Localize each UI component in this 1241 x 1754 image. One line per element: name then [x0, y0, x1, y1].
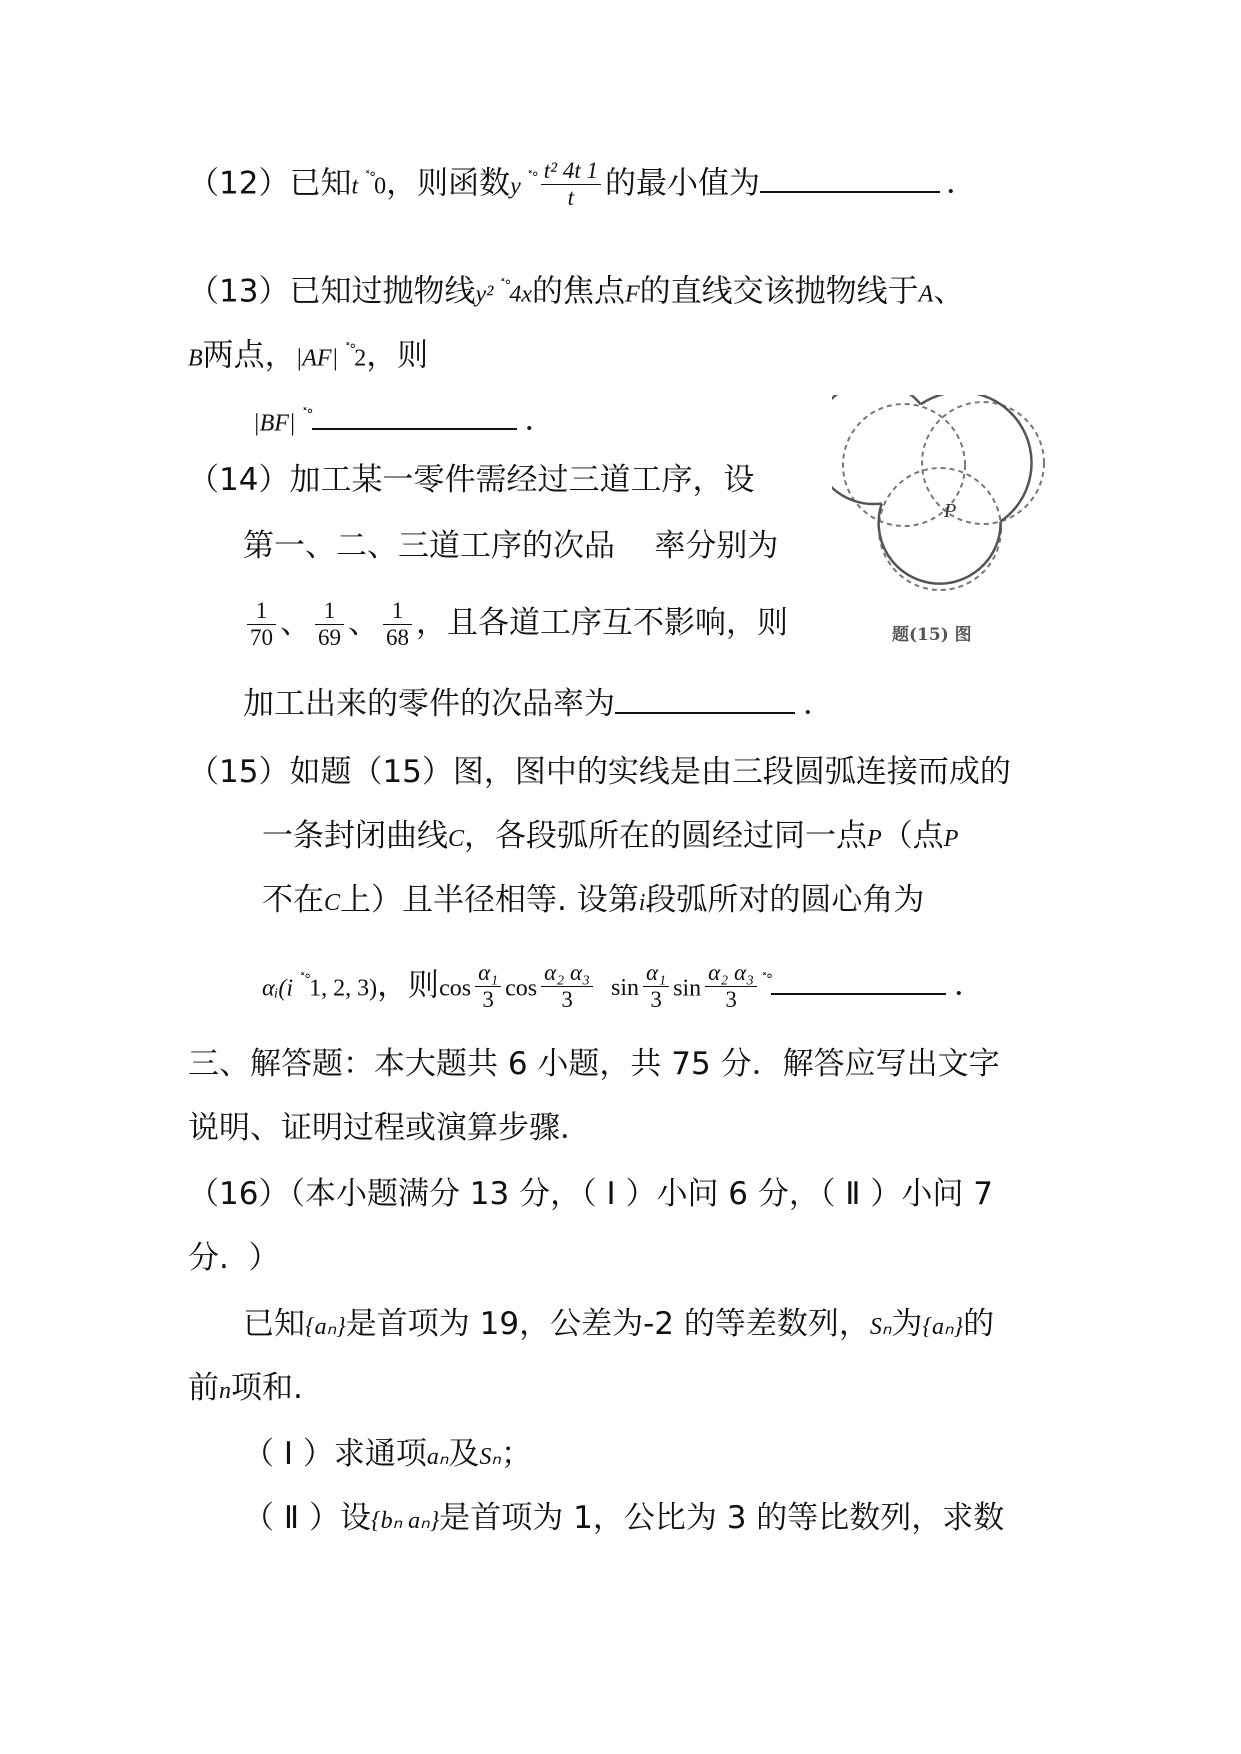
q13-af: |AF| — [295, 345, 345, 372]
q15-sin-2: sin — [673, 975, 702, 1002]
q12-condition-rhs: 0 — [374, 173, 387, 200]
question-12 — [188, 158, 977, 211]
question-14-line3 — [243, 598, 788, 651]
question-16-line1 — [188, 1174, 993, 1214]
q12-answer-blank — [760, 163, 940, 193]
q15-line2-b: ，各段弧所在的圆经过同一点 — [464, 818, 868, 854]
q16-an-set: {aₙ} — [305, 1314, 346, 1340]
question-15-line1 — [188, 752, 1011, 792]
question-13-line2 — [188, 330, 428, 378]
q13-curve-lhs: y² — [475, 281, 500, 308]
q14-end: ． — [803, 686, 834, 722]
q15-cos-1: cos — [439, 975, 472, 1002]
q13-text-c: 的直线交该抛物线于 — [639, 273, 919, 310]
q13-end: ． — [524, 402, 556, 439]
figure-15-three-circles — [832, 395, 1067, 655]
q12-fraction — [541, 158, 601, 211]
q12-eq-glyph: ˟° — [526, 170, 537, 186]
q14-sep-2: 、 — [348, 605, 379, 641]
section-3-line2 — [188, 1108, 591, 1148]
q14-f2-den: 69 — [318, 625, 341, 650]
q16-p2-a: 前 — [188, 1370, 219, 1406]
question-15-line4 — [262, 960, 985, 1013]
q15-frac-3 — [643, 960, 669, 1013]
q13-sep: 、 — [933, 273, 965, 310]
q14-number: （14） — [188, 462, 290, 498]
q16-part2-b: 是首项为 1，公比为 3 的等比数列，求数 — [439, 1500, 1005, 1536]
section-3-line1 — [188, 1044, 1000, 1084]
q16-header: （16）（本小题满分 13 分，（ Ⅰ ）小问 6 分，（ Ⅱ ）小问 7 — [188, 1176, 993, 1212]
q15-point: P — [867, 826, 882, 852]
q15-curve: C — [448, 826, 465, 852]
section-3-instructions: 说明、证明过程或演算步骤． — [188, 1110, 591, 1146]
q14-answer-blank — [615, 684, 795, 714]
q16-p1-d: 的 — [963, 1306, 995, 1342]
q15-line1: 如题（15）图，图中的实线是由三段圆弧连接而成的 — [289, 754, 1011, 790]
q13-point-b: B — [188, 345, 203, 372]
q15-number: （15） — [188, 754, 290, 790]
q15-frac-1 — [475, 960, 501, 1013]
q16-p1-b: 是首项为 19，公差为-2 的等差数列， — [345, 1306, 870, 1342]
q13-eq-glyph-2: ˟° — [344, 342, 355, 358]
q12-number: （12） — [188, 165, 290, 202]
q15-frac-2-den: 3 — [561, 987, 573, 1013]
q13-focus: F — [624, 281, 640, 308]
q15-line2-c: （点 — [881, 818, 944, 854]
q15-eq-glyph-2: ˟° — [761, 972, 772, 988]
q15-frac-2-num: α₂ α₃ — [544, 960, 591, 986]
q15-frac-1-den: 3 — [482, 987, 494, 1013]
q14-line3-tail: ，且各道工序互不影响，则 — [416, 605, 788, 641]
q14-f3-den: 68 — [386, 625, 409, 650]
q15-line2-a: 一条封闭曲线 — [262, 818, 448, 854]
q15-index: i — [638, 890, 646, 916]
q15-eq-glyph: ˟° — [299, 972, 310, 988]
q13-point-a: A — [918, 281, 934, 308]
q15-line3-a: 不在 — [262, 882, 324, 918]
q15-curve-2: C — [324, 890, 341, 916]
q15-end: ． — [954, 967, 986, 1004]
question-16-part2 — [243, 1498, 1004, 1541]
q15-frac-4-num: α₂ α₃ — [708, 960, 755, 986]
q14-line4: 加工出来的零件的次品率为 — [243, 686, 615, 722]
q16-n: n — [219, 1378, 231, 1404]
question-14-line4 — [243, 684, 834, 724]
q13-text-a: 已知过抛物线 — [289, 273, 476, 310]
q15-frac-2 — [541, 960, 593, 1013]
q12-function-lhs: y — [510, 173, 527, 200]
q15-point-2: P — [943, 826, 959, 852]
q14-f1-num: 1 — [255, 598, 268, 623]
q14-fraction-1 — [247, 598, 276, 651]
q15-cos-2: cos — [505, 975, 538, 1002]
q14-fraction-3 — [383, 598, 412, 651]
q16-part1-b: 及 — [448, 1436, 480, 1472]
q15-frac-4 — [705, 960, 757, 1013]
q16-p1-a: 已知 — [243, 1306, 305, 1342]
q16-sn-2: Sₙ — [479, 1444, 501, 1470]
q13-text-e: ，则 — [366, 337, 429, 374]
q16-p2-b: 项和. — [231, 1370, 303, 1406]
q12-condition-var: t — [351, 173, 365, 200]
q15-then: ，则 — [377, 967, 440, 1004]
q16-bn-set: {bₙ aₙ} — [370, 1508, 440, 1534]
q14-line1: 加工某一零件需经过三道工序，设 — [289, 462, 755, 498]
q12-op-glyph: ˟° — [364, 170, 375, 186]
q12-frac-num: t² 4t 1 — [543, 158, 598, 184]
q15-frac-1-num: α₁ — [478, 960, 499, 986]
q16-header-cont: 分. ） — [188, 1240, 280, 1276]
question-15-line2 — [262, 816, 958, 859]
q16-an: aₙ — [426, 1444, 449, 1470]
q15-alpha-def: αᵢ(i — [262, 975, 300, 1002]
q14-sep-1: 、 — [280, 605, 311, 641]
q15-alpha-set: 1, 2, 3) — [309, 975, 378, 1002]
q12-text-c: 的最小值为 — [604, 165, 760, 202]
q15-frac-3-den: 3 — [650, 987, 662, 1013]
question-16-part1 — [243, 1434, 532, 1477]
section-3-heading: 三、解答题：本大题共 6 小题，共 75 分．解答应写出文字 — [188, 1046, 1000, 1082]
q13-text-d: 两点， — [202, 337, 296, 374]
q12-frac-den: t — [567, 185, 575, 211]
q14-f3-num: 1 — [391, 598, 404, 623]
figure-point-p: P — [944, 500, 957, 522]
q16-part2-a: （ Ⅱ ）设 — [243, 1500, 371, 1536]
q16-part1-c: ； — [500, 1436, 532, 1472]
q14-f1-den: 70 — [250, 625, 273, 650]
q12-text-b: ，则函数 — [386, 165, 511, 202]
question-13-line3 — [253, 395, 556, 443]
q13-eq-glyph: ˟° — [499, 278, 510, 294]
q15-line3-b: 上）且半径相等. 设第 — [340, 882, 639, 918]
figure-background — [832, 395, 1067, 655]
q14-fraction-2 — [315, 598, 344, 651]
q16-p1-c: 为 — [891, 1306, 923, 1342]
q15-answer-blank — [771, 965, 946, 995]
q15-frac-4-den: 3 — [725, 987, 737, 1013]
question-16-line2 — [188, 1238, 280, 1278]
q12-end: ． — [945, 165, 977, 202]
q16-sn: Sₙ — [869, 1314, 892, 1340]
q14-f2-num: 1 — [323, 598, 336, 623]
q13-bf: |BF| — [253, 410, 302, 437]
q13-af-rhs: 2 — [354, 345, 367, 372]
q13-eq-glyph-3: ˟° — [301, 407, 312, 423]
q15-line3-c: 段弧所对的圆心角为 — [645, 882, 925, 918]
q16-part1-a: （ Ⅰ ）求通项 — [243, 1436, 427, 1472]
q13-text-b: 的焦点 — [531, 273, 625, 310]
q16-an-set-2: {aₙ} — [922, 1314, 964, 1340]
q12-text-a: 已知 — [289, 165, 352, 202]
question-13-line1 — [188, 266, 964, 314]
question-16-para1-line2 — [188, 1368, 303, 1411]
q13-answer-blank — [312, 400, 517, 430]
question-14-line1 — [188, 460, 754, 500]
figure-caption: 题(15) 图 — [892, 625, 972, 645]
q13-curve-rhs: 4x — [509, 281, 532, 308]
q14-line2: 第一、二、三道工序的次品 率分别为 — [243, 528, 779, 564]
question-15-line3 — [262, 880, 924, 923]
q15-sin-1: sin — [611, 975, 640, 1002]
question-14-line2 — [243, 526, 778, 566]
question-16-para1 — [243, 1304, 994, 1347]
q13-number: （13） — [188, 273, 290, 310]
q15-frac-3-num: α₁ — [646, 960, 667, 986]
